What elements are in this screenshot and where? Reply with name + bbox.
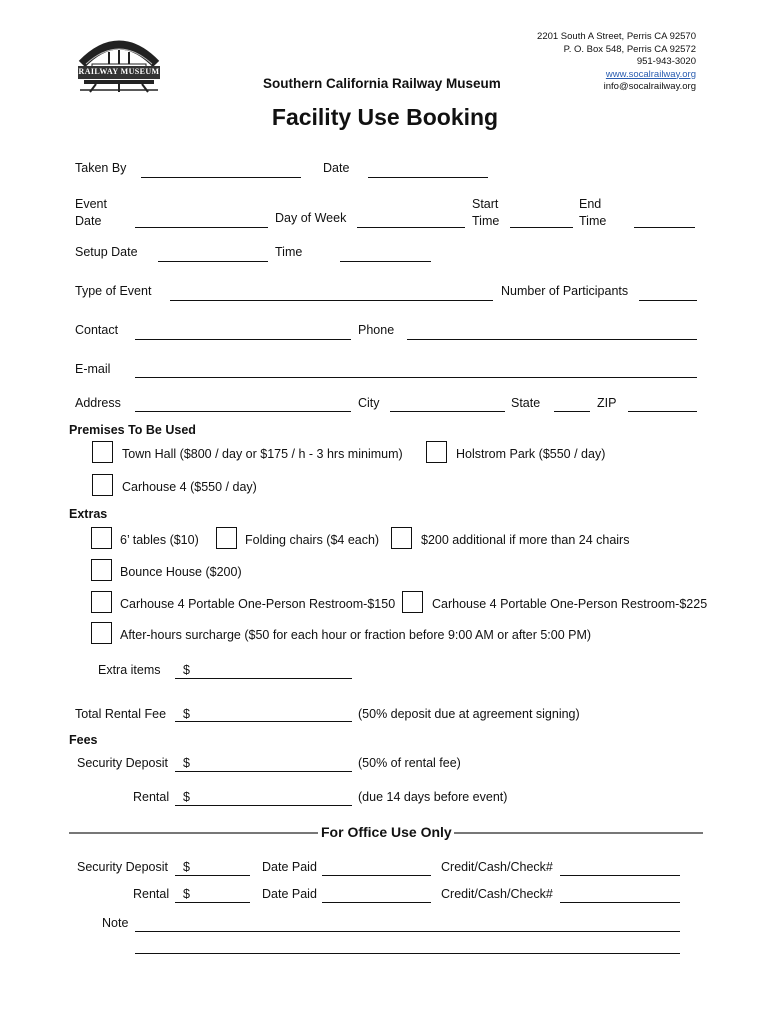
office-security-currency: $ bbox=[183, 860, 190, 874]
date-field[interactable] bbox=[368, 177, 488, 178]
address-label: Address bbox=[75, 396, 121, 410]
office-rule-left bbox=[69, 832, 318, 834]
office-payment-field-2[interactable] bbox=[560, 902, 680, 903]
total-rental-currency: $ bbox=[183, 707, 190, 721]
start-time-label-1: Start bbox=[472, 197, 499, 211]
security-deposit-label: Security Deposit bbox=[77, 756, 169, 770]
total-rental-note: (50% deposit due at agreement signing) bbox=[358, 707, 580, 721]
holstrom-park-label: Holstrom Park ($550 / day) bbox=[456, 447, 606, 461]
participants-label: Number of Participants bbox=[501, 284, 629, 298]
office-date-paid-label-2: Date Paid bbox=[262, 887, 317, 901]
checkbox-town-hall[interactable] bbox=[92, 441, 113, 463]
start-time-field[interactable] bbox=[510, 227, 573, 228]
office-payment-label-1: Credit/Cash/Check# bbox=[441, 860, 553, 874]
office-rental-field[interactable] bbox=[175, 902, 250, 903]
checkbox-bounce-house[interactable] bbox=[91, 559, 112, 581]
setup-date-label: Setup Date bbox=[75, 245, 138, 259]
extra-items-field[interactable] bbox=[175, 678, 352, 679]
rental-note: (due 14 days before event) bbox=[358, 790, 508, 804]
phone-line: 951-943-3020 bbox=[636, 56, 696, 67]
checkbox-extra-chairs[interactable] bbox=[391, 527, 412, 549]
office-note-field-2[interactable] bbox=[135, 953, 680, 954]
taken-by-field[interactable] bbox=[141, 177, 301, 178]
logo-top-text: SOUTHERN CALIFORNIA bbox=[88, 36, 167, 42]
end-time-field[interactable] bbox=[634, 227, 695, 228]
address-field[interactable] bbox=[135, 411, 351, 412]
security-deposit-note: (50% of rental fee) bbox=[358, 756, 461, 770]
email-label: E-mail bbox=[75, 362, 111, 376]
rental-field[interactable] bbox=[175, 805, 352, 806]
setup-time-label: Time bbox=[275, 245, 303, 259]
end-time-label-1: End bbox=[579, 197, 602, 211]
office-payment-label-2: Credit/Cash/Check# bbox=[441, 887, 553, 901]
phone-field[interactable] bbox=[407, 339, 697, 340]
address-line: P. O. Box 548, Perris CA 92572 bbox=[563, 43, 696, 55]
checkbox-tables[interactable] bbox=[91, 527, 112, 549]
logo bbox=[76, 30, 167, 94]
office-rental-currency: $ bbox=[183, 887, 190, 901]
rental-label: Rental bbox=[133, 790, 170, 804]
address-block bbox=[537, 31, 696, 94]
town-hall-label: Town Hall ($800 / day or $175 / h - 3 hrs minimum) bbox=[122, 447, 403, 461]
extra-items-currency: $ bbox=[183, 663, 190, 677]
rental-currency: $ bbox=[183, 790, 190, 804]
participants-field[interactable] bbox=[639, 300, 697, 301]
carhouse-4-label: Carhouse 4 ($550 / day) bbox=[122, 480, 257, 494]
zip-label: ZIP bbox=[597, 396, 617, 410]
checkbox-restroom-225[interactable] bbox=[402, 591, 423, 613]
security-deposit-currency: $ bbox=[183, 756, 190, 770]
contact-label: Contact bbox=[75, 323, 119, 337]
setup-time-field[interactable] bbox=[340, 261, 431, 262]
state-label: State bbox=[511, 396, 541, 410]
event-date-label-1: Event bbox=[75, 197, 107, 211]
premises-heading: Premises To Be Used bbox=[69, 423, 196, 437]
zip-field[interactable] bbox=[628, 411, 697, 412]
office-note-field-1[interactable] bbox=[135, 931, 680, 932]
email-line: info@socalrailway.org bbox=[603, 81, 696, 92]
setup-date-field[interactable] bbox=[158, 261, 268, 262]
type-of-event-label: Type of Event bbox=[75, 284, 152, 298]
organization-name: Southern California Railway Museum bbox=[263, 76, 501, 91]
bounce-house-label: Bounce House ($200) bbox=[120, 565, 242, 579]
office-security-field[interactable] bbox=[175, 875, 250, 876]
checkbox-folding-chairs[interactable] bbox=[216, 527, 237, 549]
tables-label: 6’ tables ($10) bbox=[120, 533, 199, 547]
contact-field[interactable] bbox=[135, 339, 351, 340]
type-of-event-field[interactable] bbox=[170, 300, 493, 301]
office-heading: For Office Use Only bbox=[321, 824, 452, 840]
extra-chairs-label: $200 additional if more than 24 chairs bbox=[421, 533, 630, 547]
security-deposit-field[interactable] bbox=[175, 771, 352, 772]
checkbox-after-hours[interactable] bbox=[91, 622, 112, 644]
start-time-label-2: Time bbox=[472, 214, 500, 228]
office-rental-label: Rental bbox=[133, 887, 170, 901]
extras-heading: Extras bbox=[69, 507, 108, 521]
email-field[interactable] bbox=[135, 377, 697, 378]
taken-by-label: Taken By bbox=[75, 161, 127, 175]
website-link[interactable]: www.socalrailway.org bbox=[605, 68, 696, 80]
office-note-label: Note bbox=[102, 916, 129, 930]
checkbox-restroom-150[interactable] bbox=[91, 591, 112, 613]
folding-chairs-label: Folding chairs ($4 each) bbox=[245, 533, 380, 547]
restroom-225-label: Carhouse 4 Portable One-Person Restroom-$225 bbox=[432, 597, 708, 611]
office-date-paid-field-2[interactable] bbox=[322, 902, 431, 903]
office-date-paid-label-1: Date Paid bbox=[262, 860, 317, 874]
office-rule-right bbox=[454, 832, 703, 834]
extra-items-label: Extra items bbox=[98, 663, 161, 677]
day-of-week-label: Day of Week bbox=[275, 211, 347, 225]
end-time-label-2: Time bbox=[579, 214, 607, 228]
fees-heading: Fees bbox=[69, 733, 98, 747]
phone-label: Phone bbox=[358, 323, 395, 337]
checkbox-holstrom-park[interactable] bbox=[426, 441, 447, 463]
office-security-deposit-label: Security Deposit bbox=[77, 860, 169, 874]
total-rental-fee-label: Total Rental Fee bbox=[75, 707, 167, 721]
date-label: Date bbox=[323, 161, 350, 175]
logo-banner-text: RAILWAY MUSEUM bbox=[78, 67, 160, 76]
address-line: 2201 South A Street, Perris CA 92570 bbox=[537, 31, 696, 42]
event-date-field[interactable] bbox=[135, 227, 268, 228]
page-title: Facility Use Booking bbox=[271, 104, 499, 130]
city-label: City bbox=[358, 396, 380, 410]
day-of-week-field[interactable] bbox=[357, 227, 465, 228]
checkbox-carhouse-4[interactable] bbox=[92, 474, 113, 496]
office-date-paid-field-1[interactable] bbox=[322, 875, 431, 876]
event-date-label-2: Date bbox=[75, 214, 102, 228]
city-field[interactable] bbox=[390, 411, 505, 412]
restroom-150-label: Carhouse 4 Portable One-Person Restroom-$150 bbox=[120, 597, 396, 611]
total-rental-fee-field[interactable] bbox=[175, 721, 352, 722]
state-field[interactable] bbox=[554, 411, 590, 412]
after-hours-label: After-hours surcharge ($50 for each hour or fraction before 9:00 AM or after 5:00 PM) bbox=[120, 628, 592, 642]
office-payment-field-1[interactable] bbox=[560, 875, 680, 876]
